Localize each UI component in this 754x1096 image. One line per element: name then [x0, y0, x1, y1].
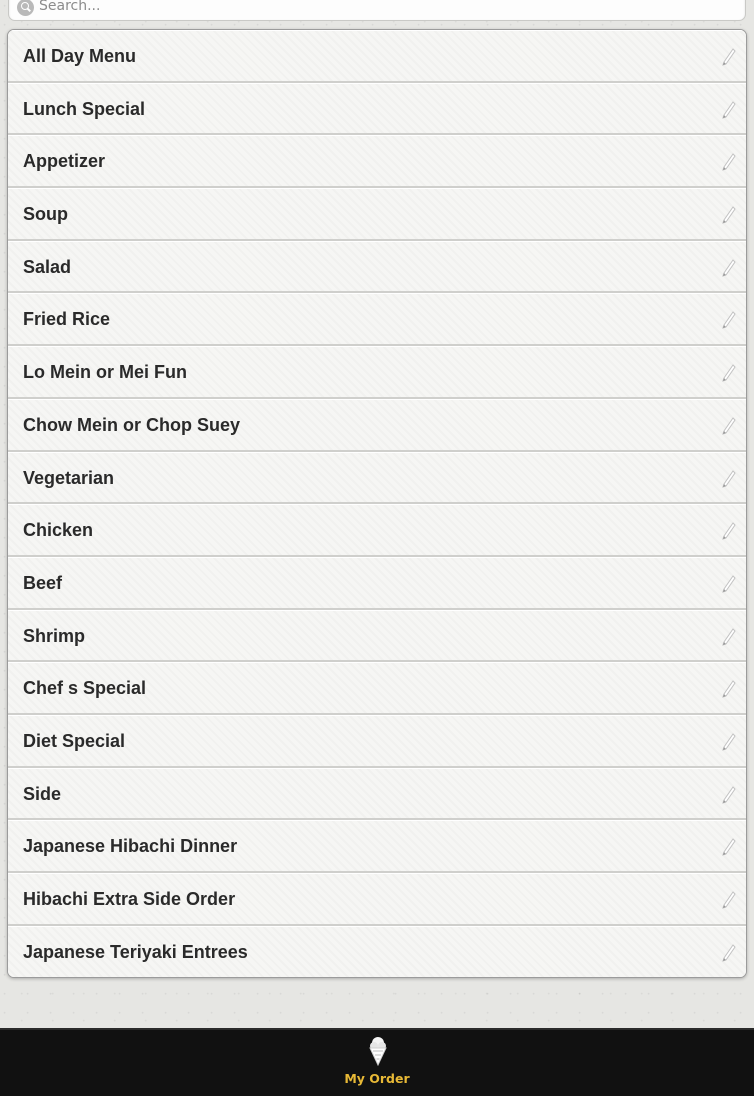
pencil-icon [722, 259, 736, 277]
menu-item-japanese-teriyaki-entrees[interactable] [8, 926, 746, 978]
pencil-icon [722, 311, 736, 329]
menu-item-japanese-hibachi-dinner[interactable] [8, 820, 746, 873]
pencil-icon [722, 838, 736, 856]
menu-item-fried-rice[interactable] [8, 293, 746, 346]
menu-item-chefs-special[interactable] [8, 662, 746, 715]
pencil-icon [722, 417, 736, 435]
menu-category-list [7, 29, 747, 978]
my-order-label: My Order [344, 1071, 410, 1086]
menu-item-label: Lunch Special [23, 98, 146, 119]
menu-item-shrimp[interactable] [8, 610, 746, 663]
menu-item-label: Side [23, 783, 62, 804]
menu-item-label: All Day Menu [23, 46, 137, 66]
menu-item-label: Chow Mein or Chop Suey [23, 414, 241, 435]
pencil-icon [722, 575, 736, 593]
search-bar[interactable] [8, 0, 746, 21]
menu-item-beef[interactable] [8, 557, 746, 610]
pencil-icon [722, 206, 736, 224]
menu-item-label: Lo Mein or Mei Fun [23, 362, 187, 383]
menu-item-label: Vegetarian [23, 467, 115, 488]
pencil-icon [722, 628, 736, 646]
pencil-icon [722, 891, 736, 909]
ice-cream-cone-icon [367, 1036, 389, 1066]
pencil-icon [722, 786, 736, 804]
menu-item-all-day-menu[interactable] [8, 30, 746, 83]
menu-item-vegetarian[interactable] [8, 452, 746, 505]
menu-item-label: Hibachi Extra Side Order [23, 889, 236, 909]
pencil-icon [722, 364, 736, 382]
menu-item-lunch-special[interactable] [8, 83, 746, 136]
menu-item-label: Japanese Hibachi Dinner [23, 836, 238, 857]
pencil-icon [722, 522, 736, 540]
menu-item-salad[interactable] [8, 241, 746, 294]
menu-item-side[interactable] [8, 768, 746, 821]
menu-item-label: Chef s Special [23, 678, 147, 699]
menu-item-label: Shrimp [23, 625, 86, 646]
menu-item-hibachi-extra-side-order[interactable] [8, 873, 746, 926]
menu-item-label: Fried Rice [23, 309, 111, 330]
pencil-icon [722, 153, 736, 171]
pencil-icon [722, 48, 736, 66]
menu-item-label: Chicken [23, 520, 94, 541]
pencil-icon [722, 470, 736, 488]
menu-item-appetizer[interactable] [8, 135, 746, 188]
menu-item-label: Japanese Teriyaki Entrees [23, 941, 248, 962]
pencil-icon [722, 680, 736, 698]
menu-item-label: Soup [23, 204, 68, 225]
pencil-icon [722, 733, 736, 751]
menu-item-label: Beef [23, 572, 63, 593]
my-order-bar[interactable] [0, 1028, 754, 1096]
menu-item-diet-special[interactable] [8, 715, 746, 768]
pencil-icon [722, 101, 736, 119]
menu-item-chow-mein-or-chop-suey[interactable] [8, 399, 746, 452]
search-input[interactable] [39, 0, 729, 18]
pencil-icon [722, 944, 736, 962]
menu-item-soup[interactable] [8, 188, 746, 241]
menu-item-chicken[interactable] [8, 504, 746, 557]
menu-item-label: Diet Special [23, 730, 126, 751]
menu-item-label: Salad [23, 256, 72, 277]
search-icon [17, 0, 34, 16]
menu-item-label: Appetizer [23, 151, 106, 172]
menu-item-lo-mein-or-mei-fun[interactable] [8, 346, 746, 399]
